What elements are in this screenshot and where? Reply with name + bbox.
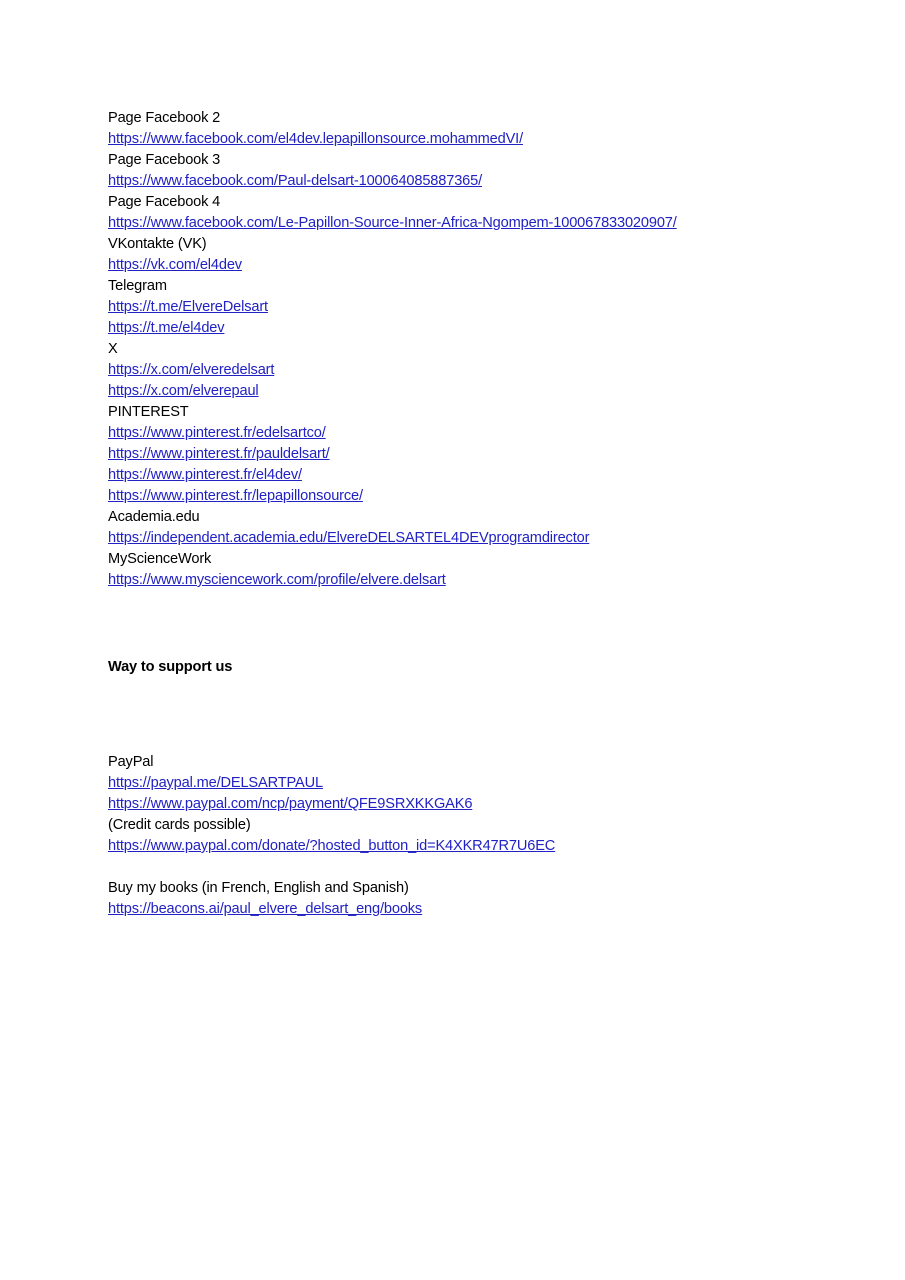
- link-line: [108, 465, 808, 486]
- link-line: [108, 171, 808, 192]
- link-line: [108, 836, 808, 857]
- link-line: [108, 528, 808, 549]
- hyperlink[interactable]: https://www.pinterest.fr/edelsartco/: [108, 425, 326, 441]
- section-spacer: [108, 591, 808, 657]
- link-line: [108, 360, 808, 381]
- text-line: PINTEREST: [108, 404, 189, 420]
- link-line: [108, 794, 808, 815]
- hyperlink[interactable]: https://beacons.ai/paul_elvere_delsart_eng/books: [108, 901, 423, 917]
- text-line: Buy my books (in French, English and Spanish): [108, 880, 409, 896]
- text-line: Academia.edu: [108, 509, 200, 525]
- text-line: VKontakte (VK): [108, 236, 207, 252]
- link-line: [108, 423, 808, 444]
- hyperlink[interactable]: https://paypal.me/DELSARTPAUL: [108, 775, 323, 791]
- hyperlink[interactable]: https://www.facebook.com/el4dev.lepapillonsource.mohammedVI/: [108, 131, 523, 147]
- link-line: [108, 255, 808, 276]
- text-line: MyScienceWork: [108, 551, 212, 567]
- link-line: [108, 773, 808, 794]
- section-spacer: [108, 678, 808, 752]
- link-line: [108, 318, 808, 339]
- link-line: [108, 899, 808, 920]
- hyperlink[interactable]: https://www.paypal.com/donate/?hosted_button_id=K4XKR47R7U6EC: [108, 838, 556, 854]
- hyperlink[interactable]: https://www.facebook.com/Paul-delsart-100064085887365/: [108, 173, 483, 189]
- text-line: (Credit cards possible): [108, 817, 251, 833]
- hyperlink[interactable]: https://www.pinterest.fr/pauldelsart/: [108, 446, 330, 462]
- hyperlink[interactable]: https://independent.academia.edu/ElvereDELSARTEL4DEVprogramdirector: [108, 530, 590, 546]
- link-line: [108, 381, 808, 402]
- text-line: Page Facebook 3: [108, 152, 221, 168]
- hyperlink[interactable]: https://www.mysciencework.com/profile/elvere.delsart: [108, 572, 446, 588]
- hyperlink[interactable]: https://www.pinterest.fr/el4dev/: [108, 467, 302, 483]
- text-line: PayPal: [108, 754, 154, 770]
- text-line: Page Facebook 2: [108, 110, 221, 126]
- text-line: X: [108, 341, 118, 357]
- link-line: [108, 570, 808, 591]
- link-line: [108, 297, 808, 318]
- hyperlink[interactable]: https://www.facebook.com/Le-Papillon-Source-Inner-Africa-Ngompem-100067833020907/: [108, 215, 677, 231]
- hyperlink[interactable]: https://www.paypal.com/ncp/payment/QFE9SRXKKGAK6: [108, 796, 473, 812]
- hyperlink[interactable]: https://x.com/elverepaul: [108, 383, 259, 399]
- text-line: Telegram: [108, 278, 167, 294]
- link-line: [108, 213, 808, 234]
- hyperlink[interactable]: https://t.me/el4dev: [108, 320, 225, 336]
- link-line: [108, 486, 808, 507]
- text-line: Page Facebook 4: [108, 194, 221, 210]
- hyperlink[interactable]: https://vk.com/el4dev: [108, 257, 242, 273]
- hyperlink[interactable]: https://x.com/elveredelsart: [108, 362, 275, 378]
- link-line: [108, 444, 808, 465]
- hyperlink[interactable]: https://t.me/ElvereDelsart: [108, 299, 268, 315]
- paragraph-spacer: [108, 857, 808, 878]
- link-line: [108, 129, 808, 150]
- document-body: [108, 108, 808, 920]
- section-heading: Way to support us: [108, 659, 233, 675]
- hyperlink[interactable]: https://www.pinterest.fr/lepapillonsource/: [108, 488, 363, 504]
